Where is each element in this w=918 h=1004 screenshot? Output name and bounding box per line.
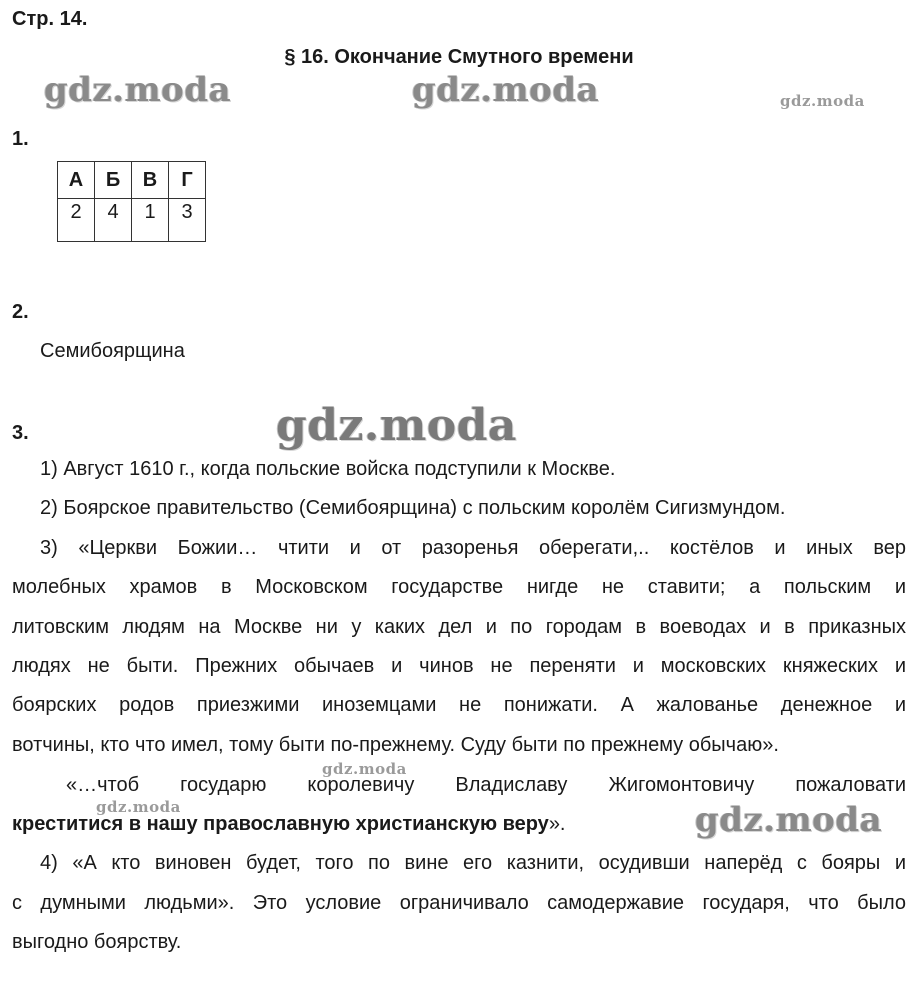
answer-line: выгодно боярству. — [12, 931, 182, 953]
page-reference: Стр. 14. — [12, 8, 88, 30]
watermark: gdz.moda — [322, 760, 407, 778]
task-number-2: 2. — [12, 301, 29, 323]
bold-quote: креститися в нашу православную христианскую веру — [12, 813, 549, 835]
section-title: § 16. Окончание Смутного времени — [284, 46, 634, 68]
answer-line: людях не быти. Прежних обычаев и чинов не переняти и московских княжеских и — [12, 655, 906, 677]
watermark: gdz.moda — [695, 800, 883, 840]
watermark: gdz.moda — [780, 92, 865, 110]
table-header-cell: В — [132, 162, 169, 199]
answer-line-bold — [12, 813, 906, 836]
watermark: gdz.moda — [412, 70, 600, 110]
answer-table — [57, 161, 206, 242]
task-number-1: 1. — [12, 128, 29, 150]
quote-tail: ». — [548, 813, 566, 835]
task2-answer: Семибоярщина — [40, 340, 185, 362]
table-header-cell: Б — [95, 162, 132, 199]
answer-line: с думными людьми». Это условие ограничивало самодержавие государя, что было — [12, 892, 906, 914]
table-header-cell: А — [58, 162, 95, 199]
answer-line: литовским людям на Москве ни у каких дел и по городам в воеводах и в приказных — [12, 616, 906, 638]
answer-line: 4) «А кто виновен будет, того по вине его казнити, осудивши наперёд с бояры и — [40, 852, 906, 874]
table-cell: 4 — [95, 199, 132, 242]
table-cell: 2 — [58, 199, 95, 242]
table-header-cell: Г — [169, 162, 206, 199]
answer-line: 2) Боярское правительство (Семибоярщина) с польским королём Сигизмундом. — [40, 497, 786, 519]
table-cell: 3 — [169, 199, 206, 242]
answer-line: вотчины, кто что имел, тому быти по-прежнему. Суду быти по прежнему обычаю». — [12, 734, 779, 756]
answer-line: 3) «Церкви Божии… чтити и от разоренья оберегати,.. костёлов и иных вер — [40, 537, 906, 559]
table-header-row — [58, 162, 206, 199]
answer-line: «…чтоб государю королевичу Владиславу Жигомонтовичу пожаловати — [66, 774, 906, 796]
answer-line: 1) Август 1610 г., когда польские войска подступили к Москве. — [40, 458, 616, 480]
task-number-3: 3. — [12, 422, 29, 444]
watermark: gdz.moda — [44, 70, 232, 110]
table-cell: 1 — [132, 199, 169, 242]
answer-line: молебных храмов в Московском государстве нигде не ставити; а польским и — [12, 576, 906, 598]
answer-line: боярских родов приезжими иноземцами не понижати. А жалованье денежное и — [12, 694, 906, 716]
table-row — [58, 199, 206, 242]
watermark: gdz.moda — [276, 400, 518, 451]
watermark: gdz.moda — [96, 798, 181, 816]
